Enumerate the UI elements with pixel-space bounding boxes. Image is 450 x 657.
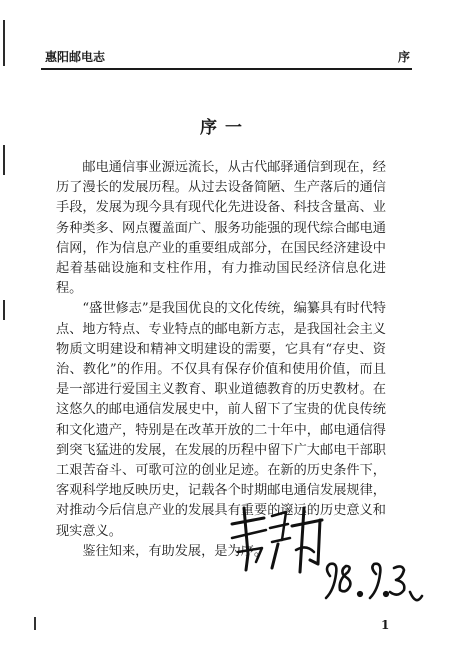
section-label: 序 <box>397 50 410 64</box>
scan-edge-mark <box>3 300 5 320</box>
paragraph: “盛世修志”是我国优良的文化传统，编纂具有时代特点、地方特点、专业特点的邮电新方志，是我国社会主义物质文明建设和精神文明建设的需要，它具有“存史、资治、教化”的作用。不仅具有保存价值和使用价值，而且是一部进行爱国主义教育、职业道德教育的历史教材。在这悠久的邮电通信发展史中，前人留下了宝贵的优良传统和文化遗产，特别是在改革开放的二十年中，邮电通信得到突飞猛进的发展，在发展的历程中留下广大邮电干部职工艰苦奋斗、可歌可泣的创业足迹。在新的历史条件下，客观科学地反映历史，记载各个时期邮电通信发展规律，对推动今后信息产业的发展具有重要的邃远的历史意义和现实意义。 <box>56 301 386 539</box>
scan-edge-mark <box>34 617 36 630</box>
scan-edge-mark <box>3 145 5 175</box>
book-title: 惠阳邮电志 <box>45 50 106 64</box>
handwritten-signature <box>226 494 426 614</box>
scan-edge-mark <box>3 20 5 66</box>
paragraph: 鉴往知来，有助发展，是为序。 <box>82 543 268 559</box>
paragraph: 邮电通信事业源远流长，从古代邮驿通信到现在，经历了漫长的发展历程。从过去设备简陋、生产落后的通信手段，发展为现今具有现代化先进设备、科技含量高、业务种类多、网点覆盖面广、服务功能强的现代综合邮电通信网，作为信息产业的重要组成部分，在国民经济建设中起着基础设施和支柱作用，有力推动国民经济信息化进程。 <box>56 160 386 297</box>
page-title: 序一 <box>200 118 250 138</box>
running-header <box>41 44 412 70</box>
page-number: 1 <box>381 618 390 632</box>
